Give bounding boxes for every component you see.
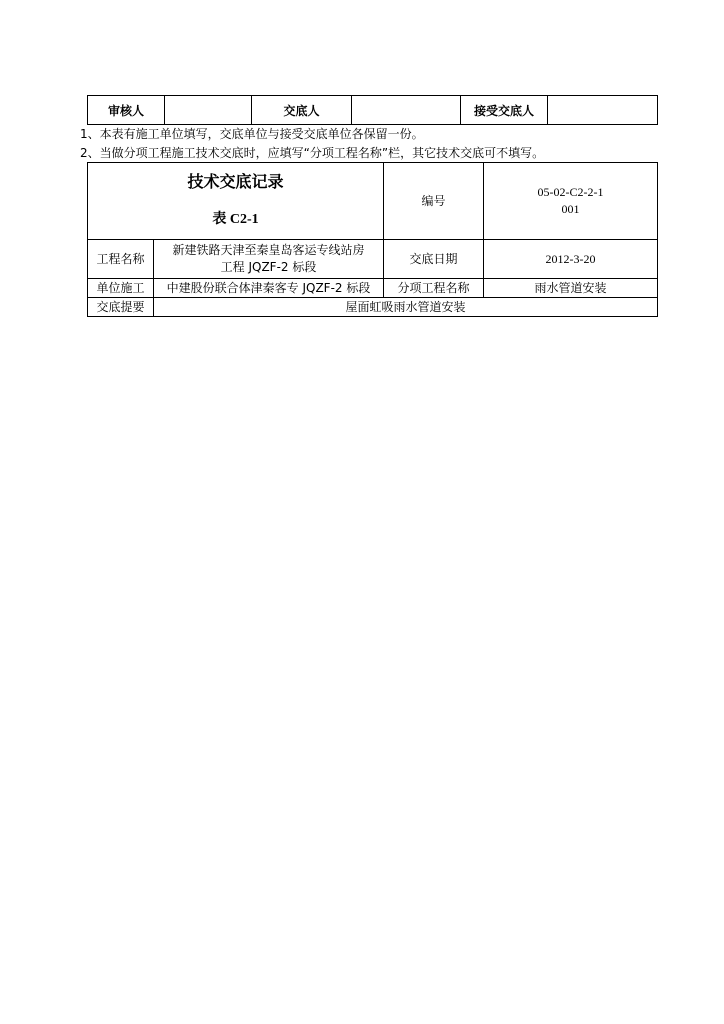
project-name-line-1: 新建铁路天津至秦皇岛客运专线站房 xyxy=(172,243,365,257)
number-code: 05-02-C2-2-1 xyxy=(537,185,604,199)
disclosure-summary-label: 交底提要 xyxy=(88,298,154,317)
receiver-value[interactable] xyxy=(548,96,658,125)
project-name-label: 工程名称 xyxy=(88,240,154,279)
title-cell xyxy=(88,163,384,240)
number-value xyxy=(484,163,658,240)
reviewer-label: 审核人 xyxy=(88,96,165,125)
construction-unit-label: 单位施工 xyxy=(88,279,154,298)
project-name-value xyxy=(154,240,384,279)
disclosure-date-label: 交底日期 xyxy=(384,240,484,279)
number-label: 编号 xyxy=(384,163,484,240)
project-name-line-2: 工程 JQZF-2 标段 xyxy=(220,260,317,274)
document-title: 技术交底记录 xyxy=(187,172,284,191)
subproject-name-value: 雨水管道安装 xyxy=(484,279,658,298)
disclosure-date-value: 2012-3-20 xyxy=(484,240,658,279)
reviewer-value[interactable] xyxy=(165,96,252,125)
subproject-name-label: 分项工程名称 xyxy=(384,279,484,298)
note-line-2: 2、当做分项工程施工技术交底时，应填写“分项工程名称”栏，其它技术交底可不填写。 xyxy=(80,146,545,160)
number-sequence: 001 xyxy=(561,202,580,216)
signature-table xyxy=(87,95,658,125)
construction-unit-value: 中建股份联合体津秦客专 JQZF-2 标段 xyxy=(154,279,384,298)
discloser-value[interactable] xyxy=(352,96,461,125)
disclosure-summary-value: 屋面虹吸雨水管道安装 xyxy=(154,298,658,317)
technical-disclosure-record-table xyxy=(87,162,658,317)
discloser-label: 交底人 xyxy=(252,96,352,125)
form-number: 表 C2-1 xyxy=(212,212,259,227)
note-line-1: 1、本表有施工单位填写，交底单位与接受交底单位各保留一份。 xyxy=(80,127,424,141)
receiver-label: 接受交底人 xyxy=(461,96,548,125)
